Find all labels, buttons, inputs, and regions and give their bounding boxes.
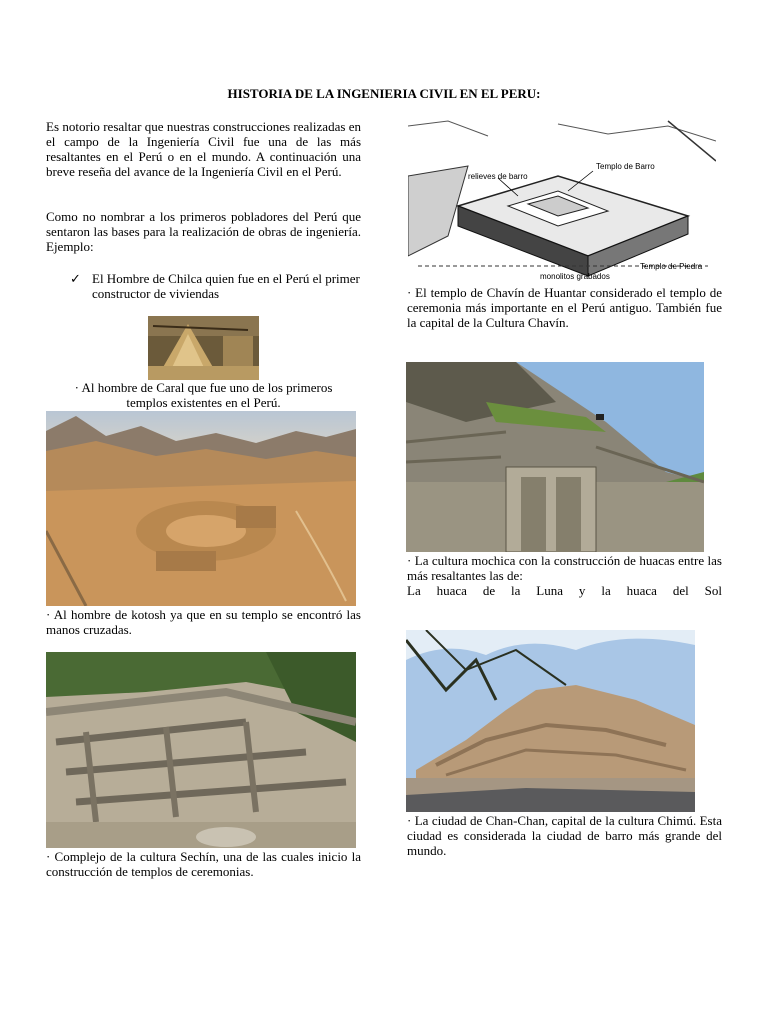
caral-caption (46, 380, 361, 410)
caral-photo (46, 411, 356, 606)
caral-caption-line-2: templos existentes en el Perú. (126, 395, 281, 410)
intro-paragraph: Es notorio resaltar que nuestras construcciones realizadas en el campo de la Ingeniería Civil fue una de las más resaltantes en el Perú o en el mundo. A continuación una breve reseña del avance de la Ingeniería Civil en el Perú. (46, 119, 361, 179)
sechin-photo (46, 652, 356, 848)
checklist-item-text: El Hombre de Chilca quien fue en el Perú el primer constructor de viviendas (92, 271, 360, 301)
diagram-label-templo-piedra: Templo de Piedra (640, 262, 703, 271)
chilca-photo (148, 316, 259, 380)
chavin-wall-photo (406, 362, 704, 552)
caral-caption-line-1: · Al hombre de Caral que fue uno de los primeros (74, 380, 333, 395)
checkmark-icon: ✓ (70, 271, 81, 286)
moche-caption-line-2: La huaca de la Luna y la huaca del Sol (407, 583, 722, 598)
diagram-label-relieves: relieves de barro (468, 172, 528, 181)
chanchan-caption: · La ciudad de Chan-Chan, capital de la cultura Chimú. Esta ciudad es considerada la ciudad de barro más grande del mundo. (407, 813, 722, 858)
chavin-caption: · El templo de Chavín de Huantar considerado el templo de ceremonia más importante en el Perú antiguo. También fue la capital de la Cultura Chavín. (407, 285, 722, 330)
diagram-label-templo-barro: Templo de Barro (596, 162, 655, 171)
moche-caption-line-1: · La cultura mochica con la construcción de huacas entre las más resaltantes las de: (407, 553, 722, 583)
page-title: HISTORIA DE LA INGENIERIA CIVIL EN EL PERU: (227, 86, 541, 101)
kotosh-caption: · Al hombre de kotosh ya que en su templo se encontró las manos cruzadas. (46, 607, 361, 637)
sechin-caption: · Complejo de la cultura Sechín, una de las cuales inicio la construcción de templos de ceremonias. (46, 849, 361, 879)
intro-paragraph-2: Como no nombrar a los primeros pobladores del Perú que sentaron las bases para la realización de obras de ingeniería. Ejemplo: (46, 209, 361, 254)
moche-caption (407, 553, 722, 598)
diagram-label-monolitos: monolitos grabados (540, 272, 610, 281)
chanchan-photo (406, 630, 695, 812)
chavin-diagram (408, 116, 716, 284)
